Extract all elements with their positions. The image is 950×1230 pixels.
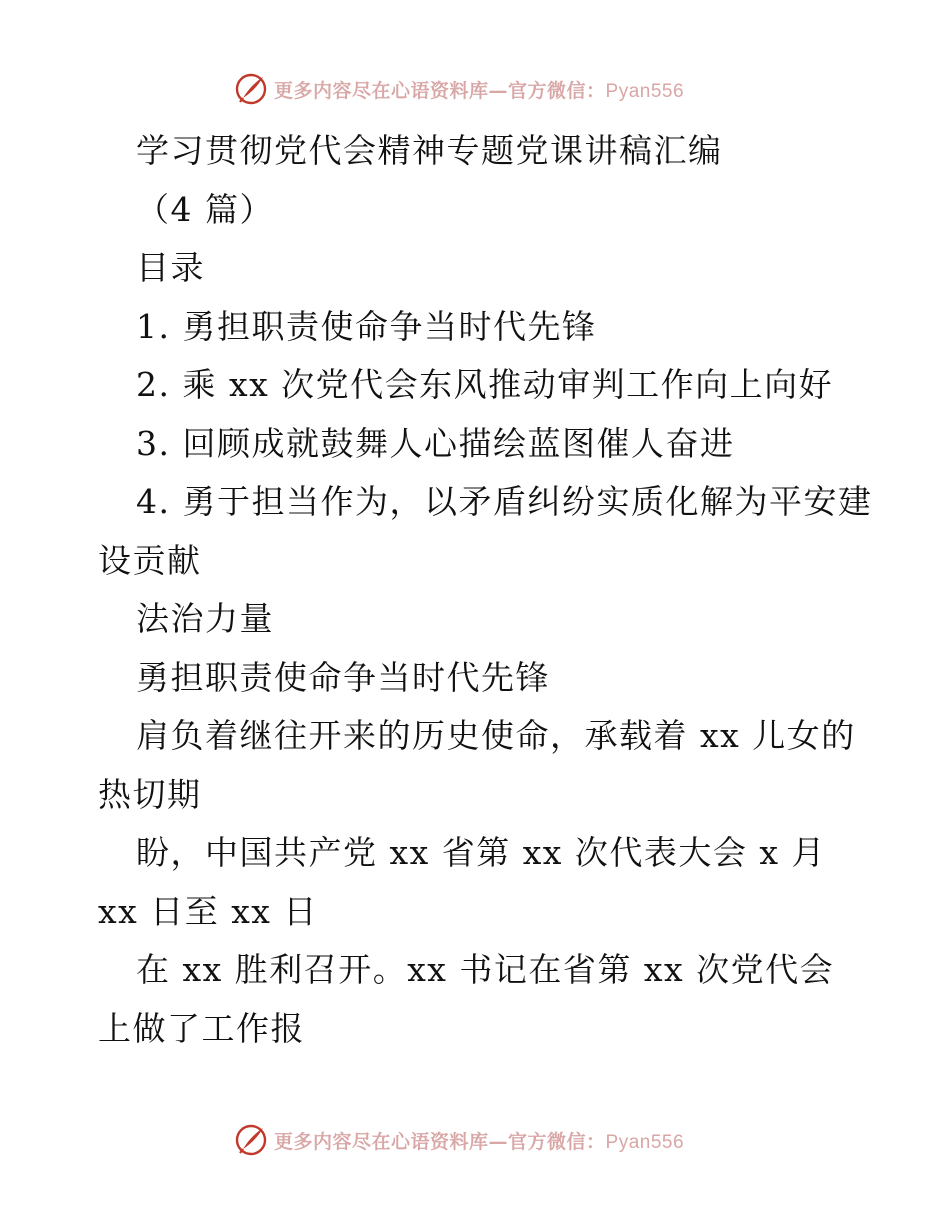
document-subtitle: （4 篇） [136,189,274,229]
toc-item-4: 4. 勇于担当作为，以矛盾纠纷实质化解为平安建 [136,482,873,521]
quill-logo-icon [234,72,268,106]
paragraph-line: 上做了工作报 [98,1008,305,1048]
paragraph-line: 肩负着继往开来的历史使命，承载着 xx 儿女的 [136,716,856,755]
paragraph-line: 盼，中国共产党 xx 省第 xx 次代表大会 x 月 [136,833,826,872]
toc-item-4-continued: 设贡献 [98,540,202,580]
watermark-text: 更多内容尽在心语资料库—官方微信：Pyan556 [274,1130,685,1153]
document-title: 学习贯彻党代会精神专题党课讲稿汇编 [136,131,723,170]
paragraph-line: 热切期 [98,774,202,814]
paragraph-line: xx 日至 xx 日 [98,891,318,931]
paragraph-line: 在 xx 胜利召开。xx 书记在省第 xx 次党代会 [136,950,835,989]
header-watermark [234,70,684,108]
watermark-text: 更多内容尽在心语资料库—官方微信：Pyan556 [274,79,685,102]
toc-item-2: 2. 乘 xx 次党代会东风推动审判工作向上向好 [136,365,834,404]
document-body [98,122,873,1058]
quill-logo-icon [234,1123,268,1157]
toc-item-3: 3. 回顾成就鼓舞人心描绘蓝图催人奋进 [136,423,735,463]
toc-item-4-tail: 法治力量 [136,599,274,638]
toc-item-1: 1. 勇担职责使命争当时代先锋 [136,306,597,346]
toc-heading: 目录 [136,248,205,287]
footer-watermark [234,1121,684,1159]
section-heading: 勇担职责使命争当时代先锋 [136,657,550,697]
